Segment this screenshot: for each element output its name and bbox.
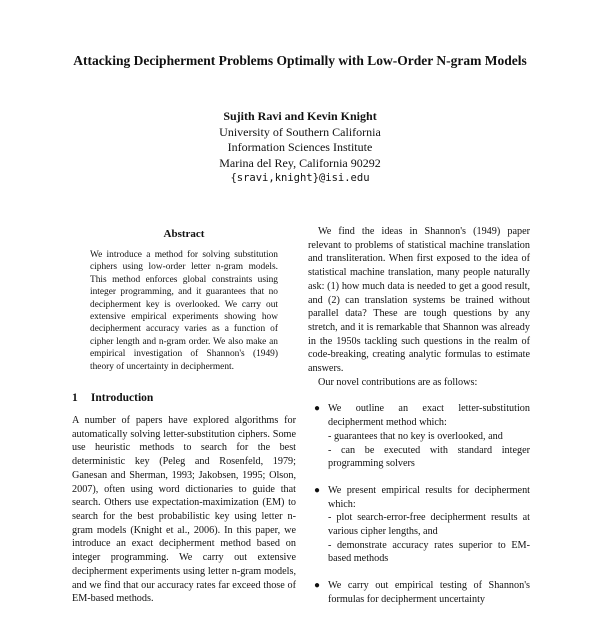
list-item	[308, 402, 530, 471]
introduction-text: A number of papers have explored algorithms for automatically solving letter-substitution ciphers. Some use heuristic methods to search for the best deterministic key (Peleg and Rosenfeld, 1979; Ganesan and Sherman, 1993; Jakobsen, 1995; Olson, 2007), often using word dictionaries to guide that search. Others use expectation-maximization (EM) to search for the best probabilistic key using letter n-gram models (Knight et al., 2006). In this paper, we introduce an exact decipherment method based on integer programming. We carry out extensive decipherment experiments using letter n-gram models, and we find that our accuracy rates far exceed those of EM-based methods.	[72, 415, 296, 605]
author-block	[150, 109, 450, 187]
right-column	[308, 225, 530, 620]
list-item	[308, 579, 530, 606]
abstract-text: We introduce a method for solving substitution ciphers using low-order letter n-gram models. This method enforces global constraints using integer programming, and it guarantees that no decipherment key is overlooked. We carry out extensive empirical experiments showing how decipherment accuracy varies as a function of cipher length and n-gram order. We also make an empirical investigation of Shannon's (1949) theory of uncertainty in decipherment.	[90, 250, 278, 372]
contributions-list	[308, 402, 530, 606]
contribution-lead: We carry out empirical testing of Shannon's formulas for decipherment uncertainty	[328, 580, 530, 605]
bullet-icon: ●	[314, 484, 321, 496]
paper-title: Attacking Decipherment Problems Optimally with Low-Order N-gram Models	[73, 53, 527, 68]
author-email: {sravi,knight}@isi.edu	[230, 172, 370, 185]
bullet-icon: ●	[314, 580, 321, 592]
author-names: Sujith Ravi and Kevin Knight	[223, 109, 377, 123]
abstract-heading: Abstract	[163, 228, 205, 240]
right-paragraph-2: Our novel contributions are as follows:	[318, 376, 478, 388]
contribution-subitem: - can be executed with standard integer programming solvers	[328, 444, 530, 470]
contribution-subitem: - plot search-error-free decipherment results at various cipher lengths, and	[328, 512, 530, 538]
list-item	[308, 484, 530, 566]
right-paragraph-1: We find the ideas in Shannon's (1949) paper relevant to problems of statistical machine translation and transliteration. When first exposed to the idea of statistical machine translation, many people naturally ask: (1) how much data is needed to get a good result, and (2) can translation systems be trained without parallel data? These are tough questions by any stretch, and it is remarkable that Shannon was already in the 1950s tackling such questions in the realm of code-breaking, creating analytic formulas to estimate answers.	[308, 226, 530, 375]
section-heading-introduction	[72, 392, 296, 404]
contribution-subitem: - demonstrate accuracy rates superior to EM-based methods	[328, 539, 530, 565]
affiliation-institute: Information Sciences Institute	[227, 140, 373, 155]
contribution-lead: We outline an exact letter-substitution decipherment method which:	[328, 403, 530, 429]
contribution-subitem: - guarantees that no key is overlooked, and	[328, 430, 503, 442]
section-number: 1	[72, 392, 78, 405]
author-address: Marina del Rey, California 90292	[219, 155, 381, 170]
section-title: Introduction	[90, 392, 154, 405]
affiliation-university: University of Southern California	[219, 124, 381, 139]
bullet-icon: ●	[314, 403, 321, 415]
left-column	[72, 225, 296, 606]
contribution-lead: We present empirical results for decipherment which:	[328, 484, 530, 510]
